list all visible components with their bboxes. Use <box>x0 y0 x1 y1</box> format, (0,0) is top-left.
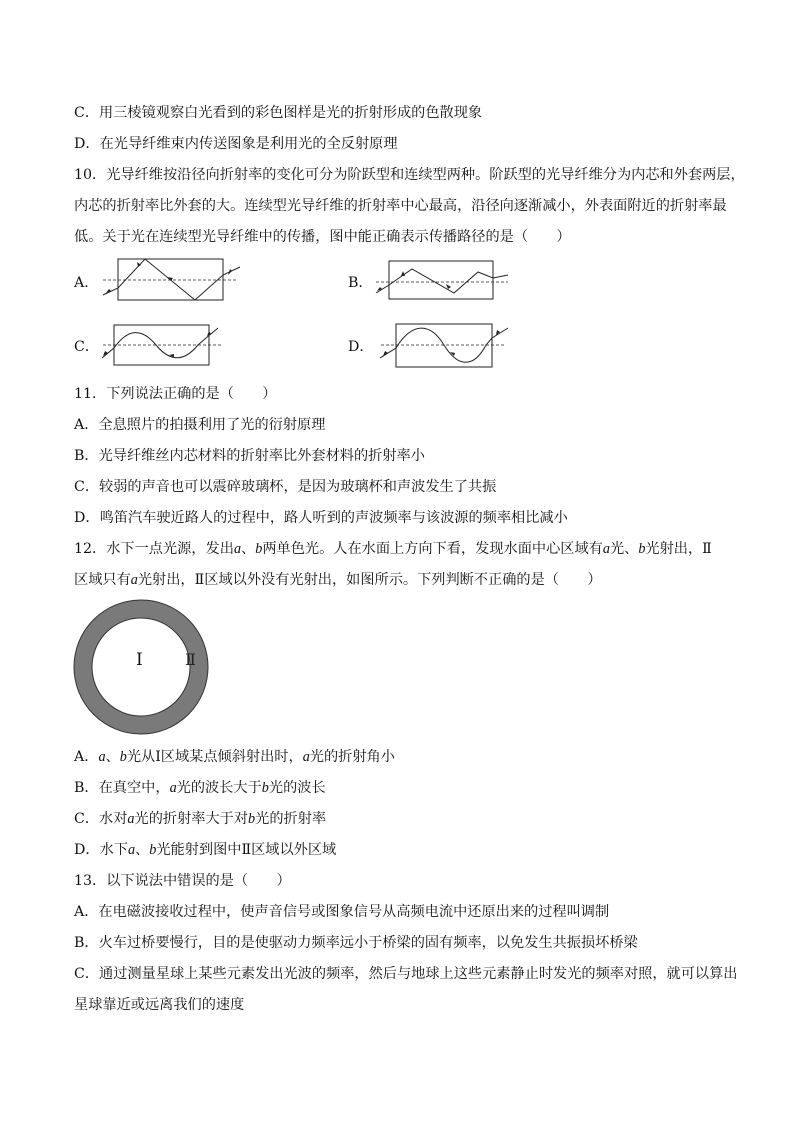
q12-option-c: C．水对a光的折射率大于对b光的折射率 <box>74 811 327 827</box>
q13-option-c-line2: 星球靠近或远离我们的速度 <box>74 997 245 1013</box>
q9-option-c: C．用三棱镜观察白光看到的彩色图样是光的折射形成的色散现象 <box>74 105 483 121</box>
q12-region-ii-label: Ⅱ <box>185 650 196 669</box>
q9-option-d: D．在光导纤维束内传送图象是利用光的全反射原理 <box>74 136 398 152</box>
q11-option-a: A．全息照片的拍摄利用了光的衍射原理 <box>74 417 326 433</box>
q10-stem-line2: 内芯的折射率比外套的大。连续型光导纤维的折射率中心最高，沿径向逐渐减小，外表面附近的折射率最 <box>74 198 727 214</box>
q13-option-b: B．火车过桥要慢行，目的是使驱动力频率远小于桥梁的固有频率，以免发生共振损坏桥梁 <box>74 935 638 951</box>
q10-label-a: A． <box>74 275 99 291</box>
q12-option-b: B．在真空中，a光的波长大于b光的波长 <box>74 780 326 796</box>
q10-stem-line3: 低。关于光在连续型光导纤维中的传播，图中能正确表示传播路径的是（ ） <box>74 229 571 245</box>
q10-diagram-d <box>376 318 536 378</box>
q10-label-c: C． <box>74 339 100 355</box>
q10-diagram-a <box>95 255 255 310</box>
q12-stem-line1: 12．水下一点光源，发出a、b两单色光。人在水面上方向下看，发现水面中心区域有a光、b光射出，Ⅱ <box>74 541 712 557</box>
q12-option-a: A．a、b光从Ⅰ区域某点倾斜射出时，a光的折射角小 <box>74 749 395 765</box>
q13-stem: 13．以下说法中错误的是（ ） <box>74 873 291 889</box>
q10-diagram-c <box>98 318 258 378</box>
q11-option-b: B．光导纤维丝内芯材料的折射率比外套材料的折射率小 <box>74 448 425 464</box>
q11-option-d: D．鸣笛汽车驶近路人的过程中，路人听到的声波频率与该波源的频率相比减小 <box>74 510 568 526</box>
q11-option-c: C．较弱的声音也可以震碎玻璃杯，是因为玻璃杯和声波发生了共振 <box>74 479 497 495</box>
q10-label-b: B． <box>348 275 373 291</box>
q13-option-a: A．在电磁波接收过程中，使声音信号或图象信号从高频电流中还原出来的过程叫调制 <box>74 904 610 920</box>
q10-label-d: D． <box>348 339 374 355</box>
q12-stem-line2: 区域只有a光射出，Ⅱ区域以外没有光射出，如图所示。下列判断不正确的是（ ） <box>74 572 602 588</box>
q11-stem: 11．下列说法正确的是（ ） <box>74 386 277 402</box>
q12-region-i-label: Ⅰ <box>136 650 143 670</box>
q10-diagram-b <box>370 255 530 310</box>
q12-option-d: D．水下a、b光能射到图中Ⅱ区域以外区域 <box>74 842 337 858</box>
q13-option-c-line1: C．通过测量星球上某些元素发出光波的频率，然后与地球上这些元素静止时发光的频率对照，就可以算出 <box>74 966 738 982</box>
q10-stem-line1: 10．光导纤维按沿径向折射率的变化可分为阶跃型和连续型两种。阶跃型的光导纤维分为内芯和外套两层， <box>74 167 745 183</box>
